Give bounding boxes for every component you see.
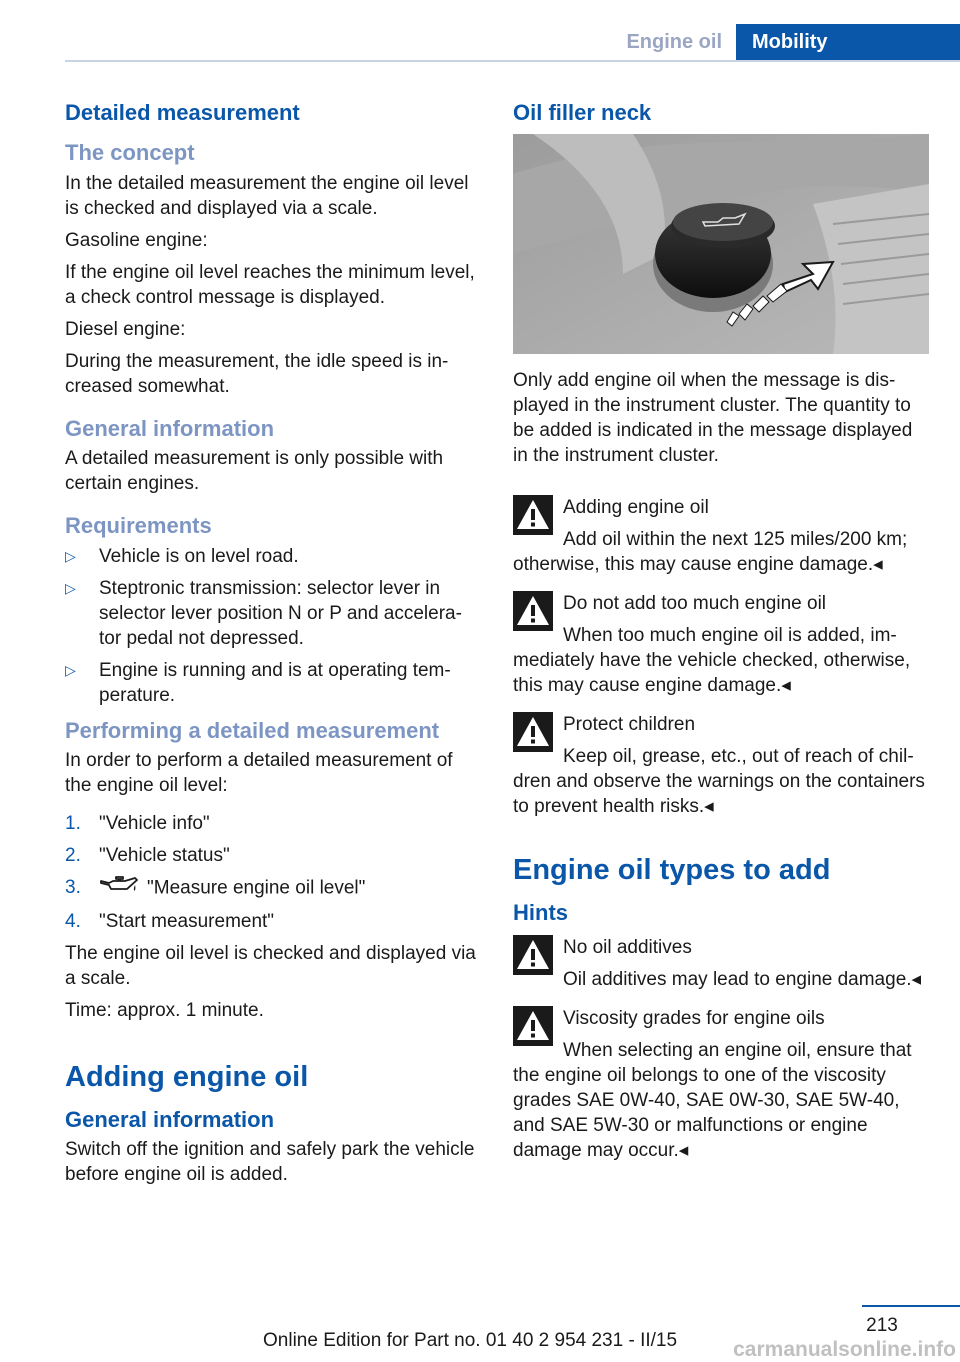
warning-triangle-icon [513, 591, 553, 631]
header-chapter-tab: Mobility [736, 24, 960, 61]
list-item: 1. "Vehicle info" [65, 812, 210, 834]
edition-text: Online Edition for Part no. 01 40 2 954 231 - II/15 [263, 1330, 678, 1351]
diesel-text: During the measurement, the idle speed is increased somewhat. [65, 350, 449, 397]
list-item: 2. "Vehicle status" [65, 844, 230, 866]
triangle-bullet-icon: ▷ [65, 579, 76, 596]
warning-title: Do not add too much engine oil [563, 593, 827, 615]
performing-intro: In order to perform a detailed measurement of the engine oil level: [65, 749, 453, 796]
warning-body: When selecting an engine oil, ensure that the engine oil belongs to one of the viscosity grades SAE 0W-40, SAE 0W-30, SAE 5W-40, and SAE 5W-30 or malfunctions or engine damage may occur.◂ [513, 1039, 912, 1161]
adding-general-text: Switch off the ignition and safely park the vehicle before engine oil is added. [65, 1139, 475, 1186]
warning-protect-children [513, 712, 929, 819]
time-text: Time: approx. 1 minute. [65, 999, 264, 1021]
watermark: carmanualsonline.info [733, 1338, 956, 1361]
left-column [65, 100, 477, 1194]
warning-body: When too much engine oil is added, immediately have the vehicle checked, otherwise, this may cause engine damage.◂ [513, 625, 911, 697]
list-item: 3. "Measure engine oil level" [65, 875, 477, 902]
requirements-list [65, 544, 477, 708]
warning-triangle-icon [513, 495, 553, 535]
warning-body: Keep oil, grease, etc., out of reach of children and observe the warnings on the containers to prevent health risks.◂ [513, 746, 925, 818]
warning-triangle-icon [513, 1006, 553, 1046]
detailed-measurement-heading: Detailed measurement [65, 100, 300, 125]
oil-filler-photo [513, 134, 929, 354]
warning-body: Oil additives may lead to engine damage.◂ [563, 968, 922, 990]
warning-title: No oil additives [563, 936, 692, 958]
triangle-bullet-icon: ▷ [65, 547, 76, 564]
hints-heading: Hints [513, 900, 568, 926]
general-info-heading: General information [65, 415, 275, 441]
header-section-title: Engine oil [626, 31, 722, 53]
adding-oil-heading: Adding engine oil [65, 1060, 309, 1093]
warning-adding-oil [513, 495, 929, 577]
triangle-bullet-icon: ▷ [65, 661, 76, 678]
performing-heading: Performing a detailed measurement [65, 717, 440, 743]
general-info-text: A detailed measurement is only possible with certain engines. [65, 448, 444, 495]
steps-list [65, 811, 477, 934]
concept-heading: The concept [65, 140, 195, 166]
oil-types-heading: Engine oil types to add [513, 854, 831, 887]
warning-no-additives [513, 935, 929, 992]
gasoline-text: If the engine oil level reaches the minimum level, a check control message is displayed. [65, 261, 475, 308]
after-steps-text: The engine oil level is checked and displayed via a scale. [65, 942, 476, 989]
list-item: ▷ Steptronic transmission: selector lever in selector lever position N or P and accelerator pedal not depressed. [65, 577, 462, 649]
warning-title: Viscosity grades for engine oils [563, 1007, 825, 1029]
list-item: ▷ Engine is running and is at operating temperature. [65, 659, 451, 706]
warning-too-much-oil [513, 591, 929, 698]
list-item: 4. "Start measurement" [65, 910, 275, 932]
oil-can-icon [99, 875, 139, 902]
concept-text: In the detailed measurement the engine oil level is checked and displayed via a scale. [65, 172, 469, 219]
footer-divider [862, 1305, 960, 1307]
warning-body: Add oil within the next 125 miles/200 km; otherwise, this may cause engine damage.◂ [513, 529, 908, 576]
page-number: 213 [866, 1315, 898, 1336]
warning-triangle-icon [513, 712, 553, 752]
warning-title: Adding engine oil [563, 497, 709, 519]
requirements-heading: Requirements [65, 513, 212, 539]
gasoline-label: Gasoline engine: [65, 229, 208, 251]
diesel-label: Diesel engine: [65, 318, 186, 340]
oil-filler-text: Only add engine oil when the message is displayed in the instrument cluster. The quantity to be added is indicated in the message displayed in the instrument cluster. [513, 370, 913, 467]
oil-filler-heading: Oil filler neck [513, 100, 652, 125]
warning-triangle-icon [513, 935, 553, 975]
adding-general-heading: General information [65, 1106, 275, 1132]
warning-title: Protect children [563, 714, 696, 736]
list-item: ▷ Vehicle is on level road. [65, 545, 299, 567]
header-divider [65, 60, 960, 62]
warning-viscosity [513, 1006, 929, 1163]
right-column [513, 100, 929, 1177]
